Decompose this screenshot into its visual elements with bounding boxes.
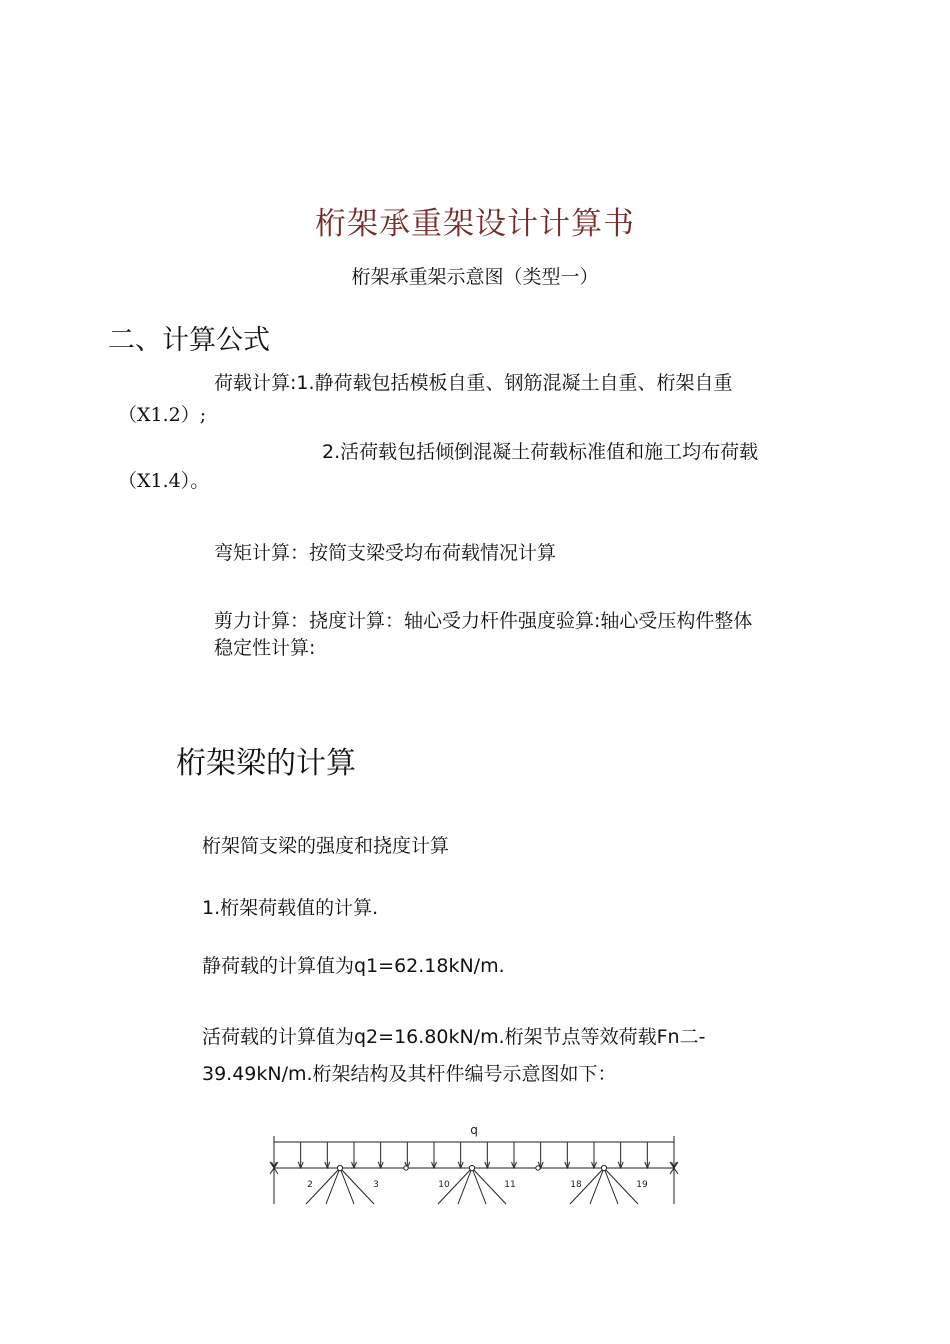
truss-diagonal <box>326 1168 340 1204</box>
member-label: 11 <box>504 1180 516 1190</box>
truss-diagonal <box>590 1168 604 1204</box>
load-arrow <box>298 1142 303 1168</box>
load-label: q <box>470 1123 478 1137</box>
member-label: 18 <box>570 1180 582 1190</box>
truss-node <box>404 1166 408 1170</box>
truss-diagonal <box>472 1168 486 1204</box>
load-arrow <box>592 1142 597 1168</box>
load-calc-line2-cont: （X1.4）。 <box>118 470 210 492</box>
moment-calc: 弯矩计算：按简支梁受均布荷载情况计算 <box>214 542 557 564</box>
load-arrow <box>538 1142 543 1168</box>
section-heading: 二、计算公式 <box>108 325 270 356</box>
live-load-line1: 活荷载的计算值为q2=16.80kN/m.桁架节点等效荷载Fn二- <box>202 1026 706 1048</box>
member-label: 19 <box>636 1180 648 1190</box>
load-arrow <box>458 1142 463 1168</box>
truss-sub-heading: 桁架简支梁的强度和挠度计算 <box>202 835 450 857</box>
truss-node <box>469 1165 474 1170</box>
load-calc-line1: 荷载计算:1.静荷载包括模板自重、钢筋混凝土自重、桁架自重 <box>214 372 733 394</box>
load-arrow <box>512 1142 517 1168</box>
truss-node <box>536 1166 540 1170</box>
member-label: 10 <box>438 1180 450 1190</box>
truss-heading: 桁架梁的计算 <box>176 746 356 781</box>
truss-diagonal <box>604 1168 618 1204</box>
load-arrow <box>378 1142 383 1168</box>
other-calc-line2: 稳定性计算: <box>214 637 316 659</box>
load-arrow <box>485 1142 490 1168</box>
document-subtitle: 桁架承重架示意图（类型一） <box>351 266 599 288</box>
load-arrow <box>618 1142 623 1168</box>
truss-diagonal <box>340 1168 354 1204</box>
member-label: 3 <box>373 1180 379 1190</box>
load-arrow <box>432 1142 437 1168</box>
load-calc-line1-cont: （X1.2）; <box>118 404 207 426</box>
truss-diagram <box>266 1118 686 1210</box>
item-1: 1.桁架荷载值的计算. <box>202 897 379 919</box>
truss-diagonal <box>340 1168 374 1204</box>
load-arrow <box>645 1142 650 1168</box>
truss-diagonal <box>472 1168 506 1204</box>
truss-diagonal <box>458 1168 472 1204</box>
member-label: 2 <box>307 1180 313 1190</box>
load-calc-line2: 2.活荷载包括倾倒混凝土荷载标准值和施工均布荷载 <box>322 441 759 463</box>
other-calc-line1: 剪力计算：挠度计算：轴心受力杆件强度验算:轴心受压构件整体 <box>214 610 753 632</box>
load-arrow <box>405 1142 410 1168</box>
load-arrow <box>352 1142 357 1168</box>
truss-diagonal <box>604 1168 638 1204</box>
load-arrow <box>565 1142 570 1168</box>
dead-load-value: 静荷载的计算值为q1=62.18kN/m. <box>202 955 505 977</box>
load-arrow <box>672 1142 677 1168</box>
load-arrow <box>325 1142 330 1168</box>
document-title: 桁架承重架设计计算书 <box>315 206 635 242</box>
truss-node <box>601 1165 606 1170</box>
load-arrow <box>272 1142 277 1168</box>
truss-node <box>337 1165 342 1170</box>
live-load-line2: 39.49kN/m.桁架结构及其杆件编号示意图如下： <box>202 1063 617 1085</box>
